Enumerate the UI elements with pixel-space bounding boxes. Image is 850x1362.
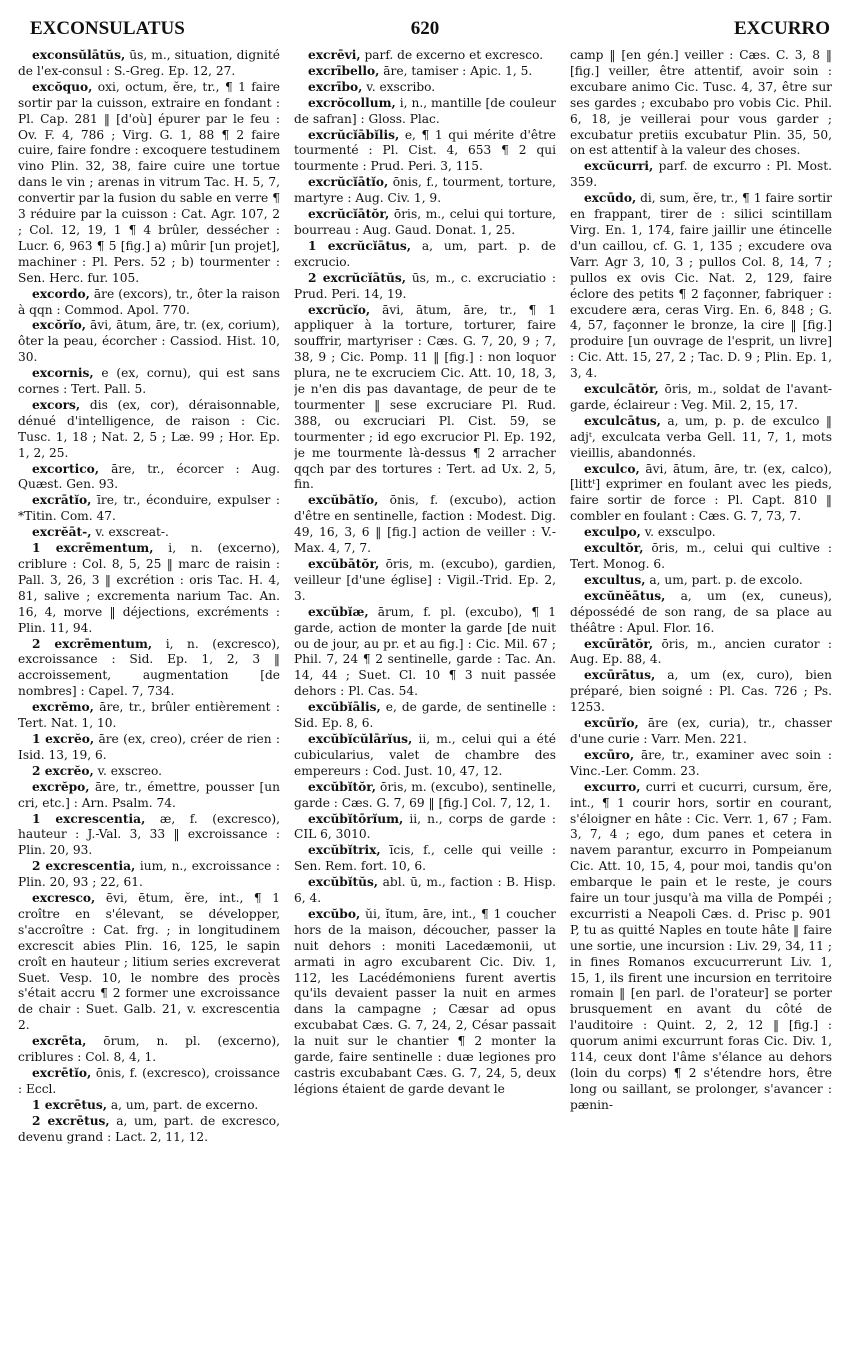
dictionary-columns	[18, 48, 832, 1352]
entry-headword: excrībo,	[308, 79, 363, 94]
entry-definition: ōrum, n. pl. (excerno), criblures : Col. 8, 4, 1.	[18, 1034, 280, 1065]
entry-headword: excūrātŏr,	[584, 636, 654, 651]
entry-headword: excŭbĭālis,	[308, 700, 381, 715]
entry-definition: e (ex, cornu), qui est sans cornes : Tert. Pall. 5.	[18, 366, 280, 397]
dictionary-entry	[18, 732, 280, 764]
entry-headword: excŏrĭo,	[32, 318, 86, 333]
dictionary-entry	[18, 859, 280, 891]
entry-headword: excrēvi,	[308, 48, 361, 62]
entry-headword: excŭbātŏr,	[308, 557, 380, 571]
dictionary-entry	[18, 541, 280, 636]
entry-definition: i, n. (excresco), excroissance : Sid. Ep. 1, 2, 3 ‖ accroissement, augmentation [de nombres] : Capel. 7, 734.	[18, 636, 280, 699]
entry-definition: oxi, octum, ĕre, tr., ¶ 1 faire sortir par la cuisson, extraire en fondant : Pl. Cap. 281 ‖ [d'où] épurer par le feu : Ov. F. 4, 786 ; Virg. G. 1, 88 ¶ 2 faire cuire, faire fondre : excoquere testudinem vino Plin. 32, 38, faire cuire une tortue dans le vin ; arenas in vitrum Tac. H. 5, 7, convertir par la fusion du sable en verre ¶ 3 réduire par la cuisson : Cat. Agr. 107, 2 ; Col. 12, 19, 1 ¶ 4 brûler, dessécher : Lucr. 6, 963 ¶ 5 [fig.] a) mûrir [un projet], machiner : Pl. Pers. 52 ; b) tourmenter : Sen. Herc. fur. 105.	[18, 79, 280, 285]
entry-definition: e, ¶ 1 qui mérite d'être tourmenté : Pl. Cist. 4, 653 ¶ 2 qui tourmente : Prud. Peri. 3, 115.	[294, 127, 556, 174]
column-3	[570, 48, 832, 1352]
entry-definition: āvi, ātum, āre, tr. (ex, corium), ôter la peau, écorcher : Cassiod. Hist. 10, 30.	[18, 318, 280, 365]
entry-definition: dis (ex, cor), déraisonnable, dénué d'intelligence, de raison : Cic. Tusc. 1, 18 ; Nat. 2, 5 ; Læ. 99 ; Hor. Ep. 1, 2, 25.	[18, 397, 280, 460]
column-2	[294, 48, 556, 1352]
dictionary-entry	[294, 605, 556, 700]
entry-headword: excŭbĭtŭs,	[308, 875, 379, 890]
entry-definition: āre (ex, creo), créer de rien : Isid. 13, 19, 6.	[18, 731, 280, 762]
entry-definition: i, n. (excerno), criblure : Col. 8, 5, 25 ‖ marc de raisin : Pall. 3, 26, 3 ‖ excrétion : oris Tac. H. 4, 81, salive ; excrementa narium Tac. An. 16, 4, morve ‖ déjections, excréments : Plin. 11, 94.	[18, 541, 280, 635]
entry-headword: excūro,	[584, 747, 635, 762]
entry-headword: excrŭcĭātĭo,	[308, 175, 389, 190]
entry-definition: ium, n., excroissance : Plin. 20, 93 ; 22, 61.	[18, 859, 280, 890]
entry-definition: a, um, p. p. de exculco ‖ adjᵗ, exculcata verba Gell. 11, 7, 1, mots vieillis, abandonnés.	[570, 413, 832, 460]
entry-headword: excŏquo,	[32, 79, 93, 94]
entry-definition: ōris, m., ancien curator : Aug. Ep. 88, 4.	[570, 636, 832, 667]
entry-headword: excors,	[32, 397, 81, 412]
entry-definition: v. exscreo.	[97, 763, 162, 778]
entry-headword: 1 excrescentia,	[32, 811, 146, 826]
entry-headword: exculcātŏr,	[584, 382, 659, 397]
dictionary-entry	[570, 414, 832, 462]
entry-definition: a, um, part. p. de excolo.	[649, 572, 803, 587]
dictionary-entry	[18, 493, 280, 525]
dictionary-entry	[294, 843, 556, 875]
dictionary-entry	[294, 875, 556, 907]
entry-definition: ōris, m., soldat de l'avant-garde, éclaireur : Veg. Mil. 2, 15, 17.	[570, 382, 832, 412]
entry-headword: exculcātus,	[584, 413, 661, 428]
entry-definition: ōnis, f. (excresco), croissance : Eccl.	[18, 1066, 280, 1096]
entry-headword: excordo,	[32, 286, 90, 301]
entry-headword: excrātĭo,	[32, 493, 92, 508]
dictionary-entry	[570, 541, 832, 573]
entry-headword: 2 excrescentia,	[32, 859, 136, 874]
entry-definition: āvi, ātum, āre, tr. (ex, calco), [littᵗ] exprimer en foulant avec les pieds, faire sortir de force : Pl. Capt. 810 ‖ combler en foulant : Cæs. G. 7, 73, 7.	[570, 461, 832, 524]
dictionary-entry	[570, 748, 832, 780]
entry-headword: 1 excrĕo,	[32, 731, 95, 746]
dictionary-entry	[294, 700, 556, 732]
entry-headword: excrŏcollum,	[308, 95, 396, 110]
entry-headword: excrŭcĭo,	[308, 302, 371, 317]
dictionary-entry	[18, 462, 280, 494]
entry-headword: exconsŭlātŭs,	[32, 48, 126, 62]
entry-headword: excultŏr,	[584, 541, 644, 556]
entry-definition: ōris, m. (excubo), gardien, veilleur [d'une église] : Vigil.-Trid. Ep. 2, 3.	[294, 557, 556, 603]
entry-definition: āre, tr., brûler entièrement : Tert. Nat. 1, 10.	[18, 700, 280, 731]
dictionary-entry	[18, 780, 280, 812]
column-1	[18, 48, 280, 1352]
dictionary-entry	[294, 207, 556, 239]
dictionary-entry	[294, 80, 556, 96]
entry-definition: ōris, m. (excubo), sentinelle, garde : Cæs. G. 7, 69 ‖ [fig.] Col. 7, 12, 1.	[294, 779, 556, 810]
entry-definition: āre, tr., écorcer : Aug. Quæst. Gen. 93.	[18, 461, 280, 492]
entry-definition: ii, n., corps de garde : CIL 6, 3010.	[294, 811, 556, 842]
dictionary-entry	[18, 764, 280, 780]
dictionary-entry	[18, 891, 280, 1034]
dictionary-entry	[18, 525, 280, 541]
entry-headword: excrŭcĭābĭlis,	[308, 127, 400, 142]
dictionary-entry	[570, 668, 832, 716]
entry-definition: parf. de excurro : Pl. Most. 359.	[570, 159, 832, 190]
dictionary-entry	[18, 80, 280, 287]
dictionary-entry	[570, 780, 832, 1114]
dictionary-entry	[18, 1066, 280, 1098]
entry-definition: āre, tr., émettre, pousser [un cri, etc.] : Arn. Psalm. 74.	[18, 779, 280, 810]
entry-headword: excrēta,	[32, 1034, 87, 1049]
dictionary-entry	[18, 318, 280, 366]
dictionary-entry	[294, 271, 556, 303]
entry-definition: ŭi, ĭtum, āre, int., ¶ 1 coucher hors de la maison, découcher, passer la nuit dehors : moniti Lacedæmonii, ut armati in agro excubarent Cic. Div. 1, 112, les Lacédémoniens furent avertis qu'ils devaient passer la nuit en armes dans la campagne ; Cæsar ad opus excubabat Cæs. G. 7, 24, 2, César passait la nuit sur le chantier ¶ 2 monter la garde, faire sentinelle : duæ legiones pro castris excubabant Cæs. G. 7, 24, 5, deux légions étaient de garde devant le	[294, 906, 556, 1096]
entry-definition: ūs, m., situation, dignité de l'ex-consul : S.-Greg. Ep. 12, 27.	[18, 48, 280, 78]
entry-definition: camp ‖ [en gén.] veiller : Cæs. C. 3, 8 ‖ [fig.] veiller, être attentif, avoir soin : excubare animo Cic. Tusc. 4, 37, être sur ses gardes ; excubabo pro vobis Cic. Phil. 6, 18, je veillerai pour vous garder ; excubatur pretiis excubatur Plin. 35, 50, on est attentif à la valeur des choses.	[570, 48, 832, 158]
entry-headword: excŭbĭtŏr,	[308, 779, 376, 794]
dictionary-entry	[570, 159, 832, 191]
dictionary-entry	[18, 366, 280, 398]
dictionary-entry	[294, 96, 556, 128]
entry-definition: ēvi, ētum, ĕre, int., ¶ 1 croître en s'élevant, se développer, s'accroître : Cat. frg. ; in longitudinem excrescit abies Plin. 16, 125, le sapin croît en hauteur ; litium series excreverat Suet. Vesp. 10, le nombre des procès s'était accru ¶ 2 former une excroissance de chair : Suet. Galb. 21, v. excrescentia 2.	[18, 891, 280, 1033]
dictionary-entry	[294, 64, 556, 80]
entry-headword: excresco,	[32, 891, 96, 906]
dictionary-entry	[294, 239, 556, 271]
dictionary-entry	[18, 1098, 280, 1114]
entry-headword: excŭbātĭo,	[308, 493, 379, 508]
entry-headword: 2 excrēmentum,	[32, 636, 153, 651]
entry-definition: ōris, m., celui qui cultive : Tert. Monog. 6.	[570, 541, 832, 571]
dictionary-entry	[570, 382, 832, 414]
dictionary-entry	[18, 48, 280, 80]
entry-headword: 1 excrŭcĭātus,	[308, 238, 411, 253]
entry-definition: ārum, f. pl. (excubo), ¶ 1 garde, action de monter la garde [de nuit ou de jour, au pr. et au fig.] : Cic. Mil. 67 ; Phil. 7, 24 ¶ 2 sentinelle, garde : Tac. An. 14, 44 ; Suet. Cl. 10 ¶ 3 nuit passée dehors : Pl. Cas. 54.	[294, 604, 556, 699]
dictionary-entry	[294, 303, 556, 494]
entry-headword: excortico,	[32, 461, 100, 476]
dictionary-entry	[570, 573, 832, 589]
entry-definition: æ, f. (excresco), hauteur : J.-Val. 3, 33 ‖ excroissance : Plin. 20, 93.	[18, 811, 280, 858]
dictionary-entry	[18, 1114, 280, 1146]
entry-definition: parf. de excerno et excresco.	[364, 48, 544, 62]
dictionary-entry	[570, 191, 832, 382]
entry-definition: īre, tr., éconduire, expulser : *Titin. Com. 47.	[18, 493, 280, 524]
dictionary-entry	[18, 287, 280, 319]
entry-definition: āre (ex, curia), tr., chasser d'une curie : Varr. Men. 221.	[570, 716, 832, 746]
entry-headword: excrĕāt-,	[32, 525, 92, 540]
entry-definition: a, um, part. de excerno.	[110, 1097, 259, 1112]
entry-headword: excrētĭo,	[32, 1066, 92, 1080]
entry-definition: āvi, ātum, āre, tr., ¶ 1 appliquer à la torture, torturer, faire souffrir, martyriser : Cæs. G. 7, 20, 9 ; 7, 38, 9 ; Cic. Pomp. 11 ‖ [fig.] : non loquor plura, ne te excruciem Cic. Att. 10, 18, 3, je n'en dis pas davantage, de peur de te tourmenter ‖ sese excruciare Pl. Rud. 388, ou excruciari Pl. Cist. 59, se tourmenter ; id ego excrucior Pl. Ep. 192, je me tourmente là-dessus ¶ 2 arracher qqch par des tortures : Tert. ad Ux. 2, 5, fin.	[294, 302, 556, 492]
dictionary-entry	[570, 525, 832, 541]
entry-definition: di, sum, ĕre, tr., ¶ 1 faire sortir en frappant, tirer de : silici scintillam Virg. En. 1, 174, faire jaillir une étincelle d'un caillou, cf. G. 1, 135 ; excudere ova Varr. Agr 3, 10, 3 ; pullos Col. 8, 14, 7 ; pullos ex ovis Cic. Nat. 2, 129, faire éclore des petits ¶ 2 façonner, fabriquer : excudere æra, ceras Virg. En. 6, 848 ; G. 4, 57, façonner le bronze, la cire ‖ [fig.] produire [un ouvrage de l'esprit, un livre] : Cic. Att. 15, 27, 2 ; Tac. D. 9 ; Plin. Ep. 1, 3, 4.	[570, 191, 832, 381]
entry-headword: excŭbo,	[308, 906, 361, 921]
entry-definition: v. exsculpo.	[644, 525, 716, 540]
entry-headword: 1 excrētus,	[32, 1097, 107, 1112]
entry-definition: a, um, part. p. de excrucio.	[294, 238, 556, 269]
running-head-right: EXCURRO	[733, 18, 830, 39]
dictionary-entry	[294, 48, 556, 64]
entry-definition: āre, tamiser : Apic. 1, 5.	[383, 63, 533, 78]
page-header	[18, 14, 832, 46]
entry-headword: excūdo,	[584, 191, 637, 206]
dictionary-entry	[294, 128, 556, 176]
entry-definition: v. exscreat-.	[95, 525, 169, 540]
dictionary-entry	[294, 557, 556, 605]
dictionary-entry	[294, 812, 556, 844]
entry-headword: 1 excrēmentum,	[32, 541, 154, 556]
dictionary-entry	[18, 637, 280, 701]
entry-definition: a, um (ex, cuneus), dépossédé de son rang, de sa place au théâtre : Apul. Flor. 16.	[570, 588, 832, 635]
entry-definition: īcis, f., celle qui veille : Sen. Rem. fort. 10, 6.	[294, 843, 556, 874]
entry-headword: excrĕmo,	[32, 700, 94, 715]
entry-headword: excŭbĭæ,	[308, 604, 369, 619]
entry-definition: a, um, part. de excresco, devenu grand : Lact. 2, 11, 12.	[18, 1113, 280, 1144]
entry-headword: excŭbĭtōrĭum,	[308, 811, 404, 826]
entry-headword: 2 excrŭcĭātŭs,	[308, 270, 406, 285]
dictionary-entry	[294, 175, 556, 207]
entry-headword: excūrātus,	[584, 668, 656, 683]
page-number: 620	[410, 18, 440, 39]
dictionary-entry	[294, 493, 556, 557]
entry-definition: āre, tr., examiner avec soin : Vinc.-Ler. Comm. 23.	[570, 747, 832, 778]
entry-headword: excūrĭo,	[584, 716, 639, 731]
entry-headword: excŭbĭcŭlārĭus,	[308, 731, 413, 746]
dictionary-entry	[570, 48, 832, 159]
entry-headword: excŭcurri,	[584, 159, 654, 174]
entry-definition: v. exscribo.	[366, 79, 436, 94]
entry-definition: abl. ū, m., faction : B. Hisp. 6, 4.	[294, 875, 556, 906]
entry-definition: a, um (ex, curo), bien préparé, bien soigné : Pl. Cas. 726 ; Ps. 1253.	[570, 668, 832, 715]
entry-headword: 2 excrĕo,	[32, 763, 94, 778]
entry-headword: excŭnĕātus,	[584, 588, 666, 603]
dictionary-entry	[18, 398, 280, 462]
entry-definition: i, n., mantille [de couleur de safran] : Gloss. Plac.	[294, 95, 556, 126]
entry-definition: ūs, m., c. excruciatio : Prud. Peri. 14, 19.	[294, 270, 556, 301]
dictionary-entry	[18, 700, 280, 732]
running-head-left: EXCONSULATUS	[30, 18, 185, 39]
entry-headword: excornis,	[32, 366, 94, 381]
dictionary-entry	[294, 780, 556, 812]
entry-headword: excultus,	[584, 572, 646, 587]
entry-definition: ōnis, f., tourment, torture, martyre : Aug. Civ. 1, 9.	[294, 175, 556, 206]
entry-definition: ōris, m., celui qui torture, bourreau : Aug. Gaud. Donat. 1, 25.	[294, 207, 556, 237]
dictionary-entry	[294, 907, 556, 1098]
entry-definition: e, de garde, de sentinelle : Sid. Ep. 8, 6.	[294, 700, 556, 731]
entry-headword: exculpo,	[584, 525, 641, 540]
dictionary-entry	[18, 812, 280, 860]
entry-definition: ōnis, f. (excubo), action d'être en sentinelle, faction : Modest. Dig. 49, 16, 3, 6 ‖ [fig.] action de veiller : V.-Max. 4, 7, 7.	[294, 493, 556, 556]
entry-definition: curri et cucurri, cursum, ĕre, int., ¶ 1 courir hors, sortir en courant, s'éloigner en hâte : Cic. Verr. 1, 67 ; Fam. 3, 7, 4 ; ego, dum panes et cetera in navem parantur, excurro in Pompeianum Cic. Att. 10, 15, 4, pour moi, tandis qu'on embarque le pain et le reste, je cours faire un tour jusqu'à ma villa de Pompéi ; excurristi a Neapoli Cæs. d. Prisc p. 901 P, tu as quitté Naples en toute hâte ‖ faire une sortie, une incursion : Liv. 29, 34, 11 ; in fines Romanos excucurrerunt Liv. 1, 15, 1, ils firent une incursion en territoire romain ‖ [en parl. de l'orateur] se porter brusquement en avant du côté de l'auditoire : Quint. 2, 2, 12 ‖ [fig.] : quorum animi excurrunt foras Cic. Div. 1, 114, ceux dont l'âme s'élance au dehors (loin du corps) ¶ 2 s'étendre hors, être long ou saillant, se prolonger, s'avancer : pænin-	[570, 779, 832, 1112]
entry-definition: āre (excors), tr., ôter la raison à qqn : Commod. Apol. 770.	[18, 286, 280, 317]
entry-headword: excrŭcĭātŏr,	[308, 207, 390, 222]
dictionary-entry	[570, 589, 832, 637]
dictionary-entry	[570, 637, 832, 669]
entry-definition: ii, m., celui qui a été cubicularius, valet de chambre des empereurs : Cod. Just. 10, 47, 12.	[294, 731, 556, 778]
dictionary-entry	[18, 1034, 280, 1066]
dictionary-entry	[570, 716, 832, 748]
entry-headword: excurro,	[584, 779, 641, 794]
entry-headword: exculco,	[584, 461, 640, 476]
dictionary-entry	[294, 732, 556, 780]
entry-headword: excrībello,	[308, 63, 380, 78]
dictionary-entry	[570, 462, 832, 526]
entry-headword: 2 excrētus,	[32, 1113, 110, 1128]
entry-headword: excŭbĭtrix,	[308, 843, 381, 858]
entry-headword: excrĕpo,	[32, 779, 90, 794]
